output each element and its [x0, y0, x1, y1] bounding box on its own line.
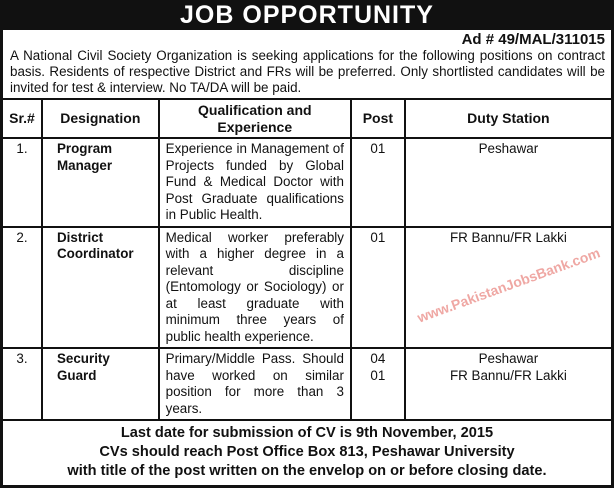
designation-cell: District Coordinator [42, 227, 159, 349]
ad-number: Ad # 49/MAL/311015 [461, 31, 605, 48]
duty-station: FR Bannu/FR Lakki [449, 229, 567, 245]
duty-station-cell [405, 348, 611, 420]
designation-cell: Program Manager [42, 138, 159, 227]
title-banner: JOB OPPORTUNITY [3, 0, 611, 30]
post-count: 04 [370, 351, 386, 366]
duty-station-cell [405, 227, 611, 349]
intro-paragraph: A National Civil Society Organization is seeking applications for the following positions on contract basis. Residents of respective District and FRs will be preferred. Only shortlisted candidates will be invited for test & interview. No TA/DA will be paid. [10, 48, 605, 95]
sr-cell: 2. [3, 227, 42, 349]
postal-address: CVs should reach Post Office Box 813, Peshawar University [99, 444, 515, 460]
designation-cell: Security Guard [42, 348, 159, 420]
sr-cell: 1. [3, 138, 42, 227]
table-header-row [3, 99, 611, 138]
qualification-cell: Experience in Management of Projects funded by Global Fund & Medical Doctor with Post Graduate qualifications in Public Health. [159, 138, 351, 227]
duty-station: Peshawar [478, 351, 539, 366]
duty-station: FR Bannu/FR Lakki [449, 367, 567, 383]
positions-table [3, 98, 611, 421]
header-duty-station: Duty Station [405, 99, 611, 138]
post-cell [351, 348, 405, 420]
table-row [3, 138, 611, 227]
table-row [3, 227, 611, 349]
header-designation: Designation [42, 99, 159, 138]
envelope-note: with title of the post written on the envelop on or before closing date. [67, 463, 547, 479]
qualification-cell: Medical worker preferably with a higher degree in a relevant discipline (Entomology or Sociology) or at least graduate with minimum three years of public health experience. [159, 227, 351, 349]
post-cell: 01 [351, 138, 405, 227]
post-count: 01 [370, 367, 386, 383]
qualification-cell: Primary/Middle Pass. Should have worked on similar position for more than 3 years. [159, 348, 351, 420]
table-row [3, 348, 611, 420]
submission-instructions [3, 421, 611, 485]
header-post: Post [351, 99, 405, 138]
duty-station-cell: Peshawar [405, 138, 611, 227]
header-qualification: Qualification and Experience [159, 99, 351, 138]
sr-cell: 3. [3, 348, 42, 420]
post-cell: 01 [351, 227, 405, 349]
last-date: Last date for submission of CV is 9th November, 2015 [120, 425, 494, 441]
watermark: www.PakistanJobsBank.com [414, 244, 602, 326]
header-sr: Sr.# [3, 99, 42, 138]
